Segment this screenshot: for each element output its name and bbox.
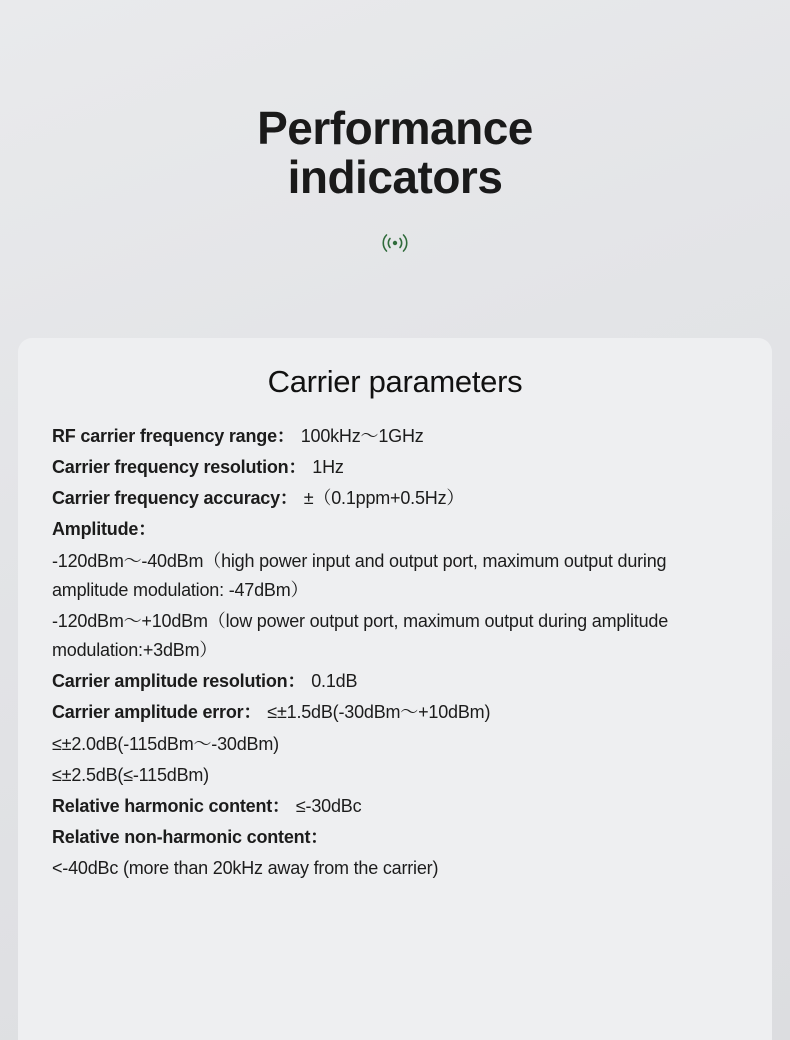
spec-row xyxy=(52,515,738,544)
spec-list xyxy=(52,422,738,883)
spec-row xyxy=(52,823,738,852)
page-title xyxy=(135,104,655,202)
spec-row xyxy=(52,792,738,821)
spec-value: 0.1dB xyxy=(311,671,358,692)
spec-label: Amplitude： xyxy=(52,519,156,540)
spec-value: -120dBm〜-40dBm（high power input and output port, maximum output during amplitude modulation: -47dBm） xyxy=(52,550,667,600)
spec-value: ±（0.1ppm+0.5Hz） xyxy=(303,488,465,509)
spec-row xyxy=(52,698,738,727)
spec-row xyxy=(52,761,738,790)
spec-label: Carrier frequency accuracy： xyxy=(52,488,298,509)
spec-value: -120dBm〜+10dBm（low power output port, maximum output during amplitude modulation:+3dBm） xyxy=(52,610,669,661)
spec-row xyxy=(52,607,738,665)
spec-row xyxy=(52,422,738,451)
spec-row xyxy=(52,667,738,696)
spec-row xyxy=(52,484,738,513)
hero-section xyxy=(0,0,790,258)
page-title-line1: Performance xyxy=(257,102,533,154)
spec-label: Carrier frequency resolution： xyxy=(52,457,307,478)
spec-value: 100kHz〜1GHz xyxy=(300,426,424,446)
spec-value: <-40dBc (more than 20kHz away from the carrier) xyxy=(52,858,439,879)
spec-label: Carrier amplitude error： xyxy=(52,702,262,723)
spec-row xyxy=(52,547,738,605)
spec-value: ≤±1.5dB(-30dBm〜+10dBm) xyxy=(267,702,491,723)
carrier-parameters-card xyxy=(18,338,772,1040)
spec-value: 1Hz xyxy=(312,457,344,478)
card-title: Carrier parameters xyxy=(267,364,523,399)
spec-label: RF carrier frequency range： xyxy=(52,426,295,446)
spec-row xyxy=(52,854,738,883)
spec-label: Relative harmonic content： xyxy=(52,795,290,816)
spec-value: ≤±2.0dB(-115dBm〜-30dBm) xyxy=(52,733,279,754)
spec-value: ≤-30dBc xyxy=(295,795,362,816)
spec-label: Relative non-harmonic content： xyxy=(52,827,329,848)
spec-row xyxy=(52,453,738,482)
spec-row xyxy=(52,730,738,759)
spec-label: Carrier amplitude resolution： xyxy=(52,671,306,692)
signal-waves-icon xyxy=(0,228,790,258)
page-title-line2: indicators xyxy=(287,150,503,203)
spec-value: ≤±2.5dB(≤-115dBm) xyxy=(52,764,209,785)
